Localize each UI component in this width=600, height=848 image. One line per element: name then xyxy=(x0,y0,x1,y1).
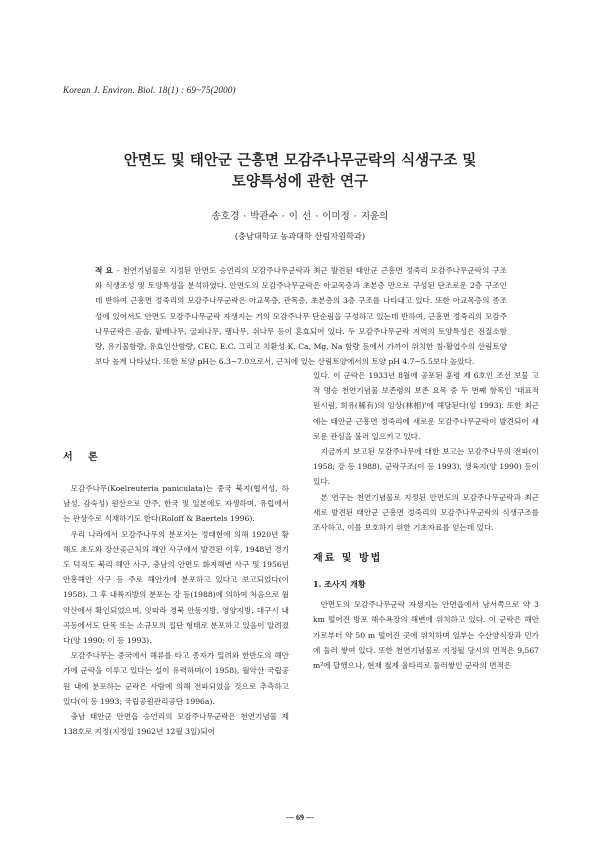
abstract-text: - 천연기념물로 지정된 안면도 승언리의 모감주나무군락과 최근 발견된 태안군 근흥면 정죽리 모감주나무군락의 구조와 식생조성 및 토양특성을 분석하였다. 안면도의 모감주나무군락은 아교목층과 초본층 만으로 구성된 단조로운 2층 구조인데 반하여 근흥면 정죽리의 모감주나무군락은 아교목층, 관목층, 초본층의 3층 구조를 나타내고 있다. 또한 아교목층의 종조성에 있어서도 안면도 모감주나무군락 자생지는 거의 모감주나무 단순림을 구성하고 있는데 반하여, 근흥면 정죽리의 모감주나무군락은 곰솔, 팥배나무, 굴피나무, 팽나무, 쉬나무 등이 혼효되어 있다. 두 모감주나무군락 지역의 토양특성은 전질소함량, 유기물함량, 유효인산함량, CEC, E.C. 그리고 치환성 K, Ca, Mg, Na 함량 등에서 가까이 위치한 침·활엽수의 산림토양보다 높게 나타났다. 또한 토양 pH는 6.3~7.0으로서, 근처에 있는 산림토양에서의 토양 pH 4.7~5.5보다 높았다. xyxy=(95,266,507,367)
paper-title-line-2: 토양특성에 관한 연구 xyxy=(231,173,369,190)
abstract xyxy=(95,263,507,369)
abstract-label: 적 요 xyxy=(95,266,113,275)
subsection-heading: 1. 조사지 개황 xyxy=(313,579,366,590)
abstract-paragraph xyxy=(95,263,507,369)
section-heading-introduction: 서 론 xyxy=(63,452,104,463)
paper-title-line-1: 안면도 및 태안군 근흥면 모감주나무군락의 식생구조 및 xyxy=(123,152,477,169)
body-paragraph: 모감주나무는 중국에서 해류를 타고 종자가 밀려와 한반도의 해안가에 군락을 이루고 있다는 설이 유력하며(이 1958), 월악산 국립공원 내에 분포하는 군락은 사람에 의해 전파되었을 것으로 추측하고 있다(이 등 1993; 국립공원관리공단 1996a). xyxy=(63,651,289,706)
body-paragraph: 있다. 이 군락은 1933년 8월에 공포된 훈령 제 6호인 조선 보물 고적 명승 천연기념물 보존령의 보존 요목 중 두 번째 항목인 '대표적 원시림, 희유(稀有)의 임상(林相)'에 해당된다(임 1993). 또한 최근에는 태안군 근흥면 정죽리에 새로운 모감주나무군락이 발견되어 새로운 관심을 불러 일으키고 있다. xyxy=(313,371,539,441)
page-number: — 69 — xyxy=(286,813,314,822)
journal-citation: Korean J. Environ. Biol. 18(1) : 69~75(2000) xyxy=(63,85,236,95)
body-paragraph: 지금까지 보고된 모감주나무에 대한 보고는 모감주나무의 전파(이 1958; 강 등 1988), 군락구조(이 등 1993), 생육지(양 1990) 등이 있다. xyxy=(313,447,539,487)
author-list: 송호경 · 박관수 · 이 선 · 이미정 · 지윤의 xyxy=(211,211,389,222)
body-paragraph: 우리 나라에서 모감주나무의 분포지는 정태현에 의해 1920년 황해도 초도와 장산곶근처의 해안 사구에서 발견된 이후, 1948년 경기도 덕적도 북리 해안 사구, 충남의 안면도 화지해변 사구 및 1956년 안흥해안 사구 등 주로 해안가에 분포하고 있다고 보고되었다(이 1958). 그 후 내륙지방의 분포는 강 등(1988)에 의하여 처음으로 월악산에서 확인되었으며, 잇따라 경북 안동지방, 영양지방, 대구시 내곡동에서도 단목 또는 소규모의 집단 형태로 분포하고 있음이 알려졌다(양 1990; 이 등 1993). xyxy=(63,529,289,646)
affiliation: (충남대학교 농과대학 산림자원학과) xyxy=(234,231,366,241)
left-column xyxy=(63,445,289,739)
body-paragraph: 본 연구는 천연기념물로 지정된 안면도의 모감주나무군락과 최근 새로 발견된 태안군 근흥면 정죽리의 모감주나무군락의 식생구조를 조사하고, 이를 보호하기 위한 기초자료를 얻는데 있다. xyxy=(313,492,539,533)
body-paragraph: 안면도의 모감주나무군락 자생지는 안면읍에서 남서쪽으로 약 3 km 떨어진 방포 해수욕장의 해변에 위치하고 있다. 이 군락은 해안가로부터 약 50 m 떨어진 곳에 위치하며 일부는 수산양식장과 민가에 둘러 쌓여 있다. 또한 천연기념물로 지정될 당시의 면적은 9,567 m²에 달했으나, 현재 철제 울타리로 둘러쌓인 군락의 면적은 xyxy=(313,600,539,671)
body-paragraph: 충남 태안군 안면읍 승언리의 모감주나무군락은 천연기념물 제 138호로 지정(지정일 1962년 12월 3일)되어 xyxy=(63,712,289,737)
body-paragraph: 모감주나무(Koelreuteria paniculata)는 중국 북지(협서성, 하남성, 감숙성) 원산으로 만주, 한국 및 일본에도 자생하며, 유럽에서는 관상수로 식재하기도 한다(Roloff & Baertels 1996). xyxy=(63,484,289,524)
section-heading-methods: 재료 및 방법 xyxy=(313,553,383,565)
right-column xyxy=(313,368,539,673)
